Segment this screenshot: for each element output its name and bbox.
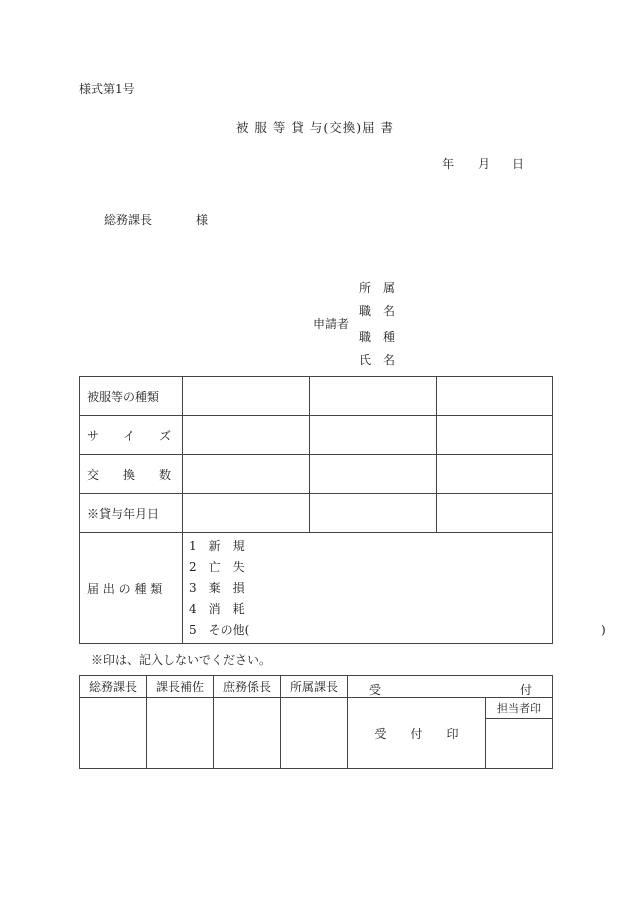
receipt-char-right: 付 <box>520 683 533 697</box>
date-year-label: 年 <box>442 157 455 171</box>
option-worn[interactable] <box>189 599 552 620</box>
clothing-type-cell[interactable] <box>183 377 310 416</box>
option-text: その他( <box>208 622 250 637</box>
table-row <box>80 377 553 416</box>
loan-date-cell[interactable] <box>310 494 437 533</box>
receipt-stamp-label: 受 付 印 <box>374 726 459 741</box>
option-number: 5 <box>189 622 197 637</box>
approval-table <box>79 675 553 769</box>
row-label-clothing-type: 被服等の種類 <box>80 377 183 416</box>
size-cell[interactable] <box>183 416 310 455</box>
applicant-field-job-type: 職 種 <box>359 330 396 344</box>
officer-seal-box[interactable] <box>486 719 553 769</box>
receipt-char-left: 受 <box>369 683 382 697</box>
option-text: 新 規 <box>208 538 245 553</box>
table-row <box>80 676 553 698</box>
table-row <box>80 494 553 533</box>
option-number: 3 <box>189 580 197 595</box>
seal-box-assistant-manager[interactable] <box>147 698 214 769</box>
seal-box-general-affairs-chief[interactable] <box>214 698 281 769</box>
seal-box-general-affairs-manager[interactable] <box>80 698 147 769</box>
option-number: 2 <box>189 559 197 574</box>
note-text: ※印は、記入しないでください。 <box>91 653 272 667</box>
size-cell[interactable] <box>310 416 437 455</box>
header-receipt <box>348 676 553 698</box>
row-label-loan-date: ※貸与年月日 <box>80 494 183 533</box>
row-label-notification-kind: 届 出 の 種 類 <box>80 533 183 644</box>
header-department-manager: 所属課長 <box>281 676 348 698</box>
applicant-field-affiliation: 所 属 <box>359 281 396 295</box>
option-text: 棄 損 <box>208 580 245 595</box>
option-other-close-paren: ) <box>601 622 606 637</box>
clothing-type-cell[interactable] <box>437 377 553 416</box>
exchange-count-cell[interactable] <box>183 455 310 494</box>
seal-box-department-manager[interactable] <box>281 698 348 769</box>
exchange-count-cell[interactable] <box>437 455 553 494</box>
receipt-stamp-box[interactable] <box>348 698 486 769</box>
row-label-size: サ イ ズ <box>80 416 183 455</box>
option-damaged[interactable] <box>189 578 552 599</box>
date-month-label: 月 <box>478 157 491 171</box>
clothing-table <box>79 376 606 644</box>
loan-date-cell[interactable] <box>437 494 553 533</box>
loan-date-cell[interactable] <box>183 494 310 533</box>
exchange-count-cell[interactable] <box>310 455 437 494</box>
header-general-affairs-manager: 総務課長 <box>80 676 147 698</box>
option-other[interactable] <box>189 620 606 641</box>
clothing-type-cell[interactable] <box>310 377 437 416</box>
row-label-exchange-count: 交 換 数 <box>80 455 183 494</box>
table-row <box>80 698 553 719</box>
option-new[interactable] <box>189 536 552 557</box>
document-title: 被 服 等 貸 与(交換)届 書 <box>235 120 395 135</box>
table-row <box>80 533 553 644</box>
date-day-label: 日 <box>512 157 525 171</box>
applicant-field-job-title: 職 名 <box>359 304 396 318</box>
honorific: 様 <box>196 213 209 227</box>
applicant-label: 申請者 <box>313 317 350 331</box>
option-number: 1 <box>189 538 197 553</box>
option-number: 4 <box>189 601 197 616</box>
header-assistant-manager: 課長補佐 <box>147 676 214 698</box>
officer-seal-label: 担当者印 <box>486 698 553 719</box>
addressee: 総務課長 <box>104 213 153 227</box>
form-number: 様式第1号 <box>79 82 135 96</box>
size-cell[interactable] <box>437 416 553 455</box>
option-text: 消 耗 <box>208 601 245 616</box>
option-lost[interactable] <box>189 557 552 578</box>
table-row <box>80 455 553 494</box>
applicant-field-name: 氏 名 <box>359 353 396 367</box>
table-row <box>80 416 553 455</box>
option-text: 亡 失 <box>208 559 245 574</box>
notification-kind-options <box>183 533 606 644</box>
header-general-affairs-chief: 庶務係長 <box>214 676 281 698</box>
